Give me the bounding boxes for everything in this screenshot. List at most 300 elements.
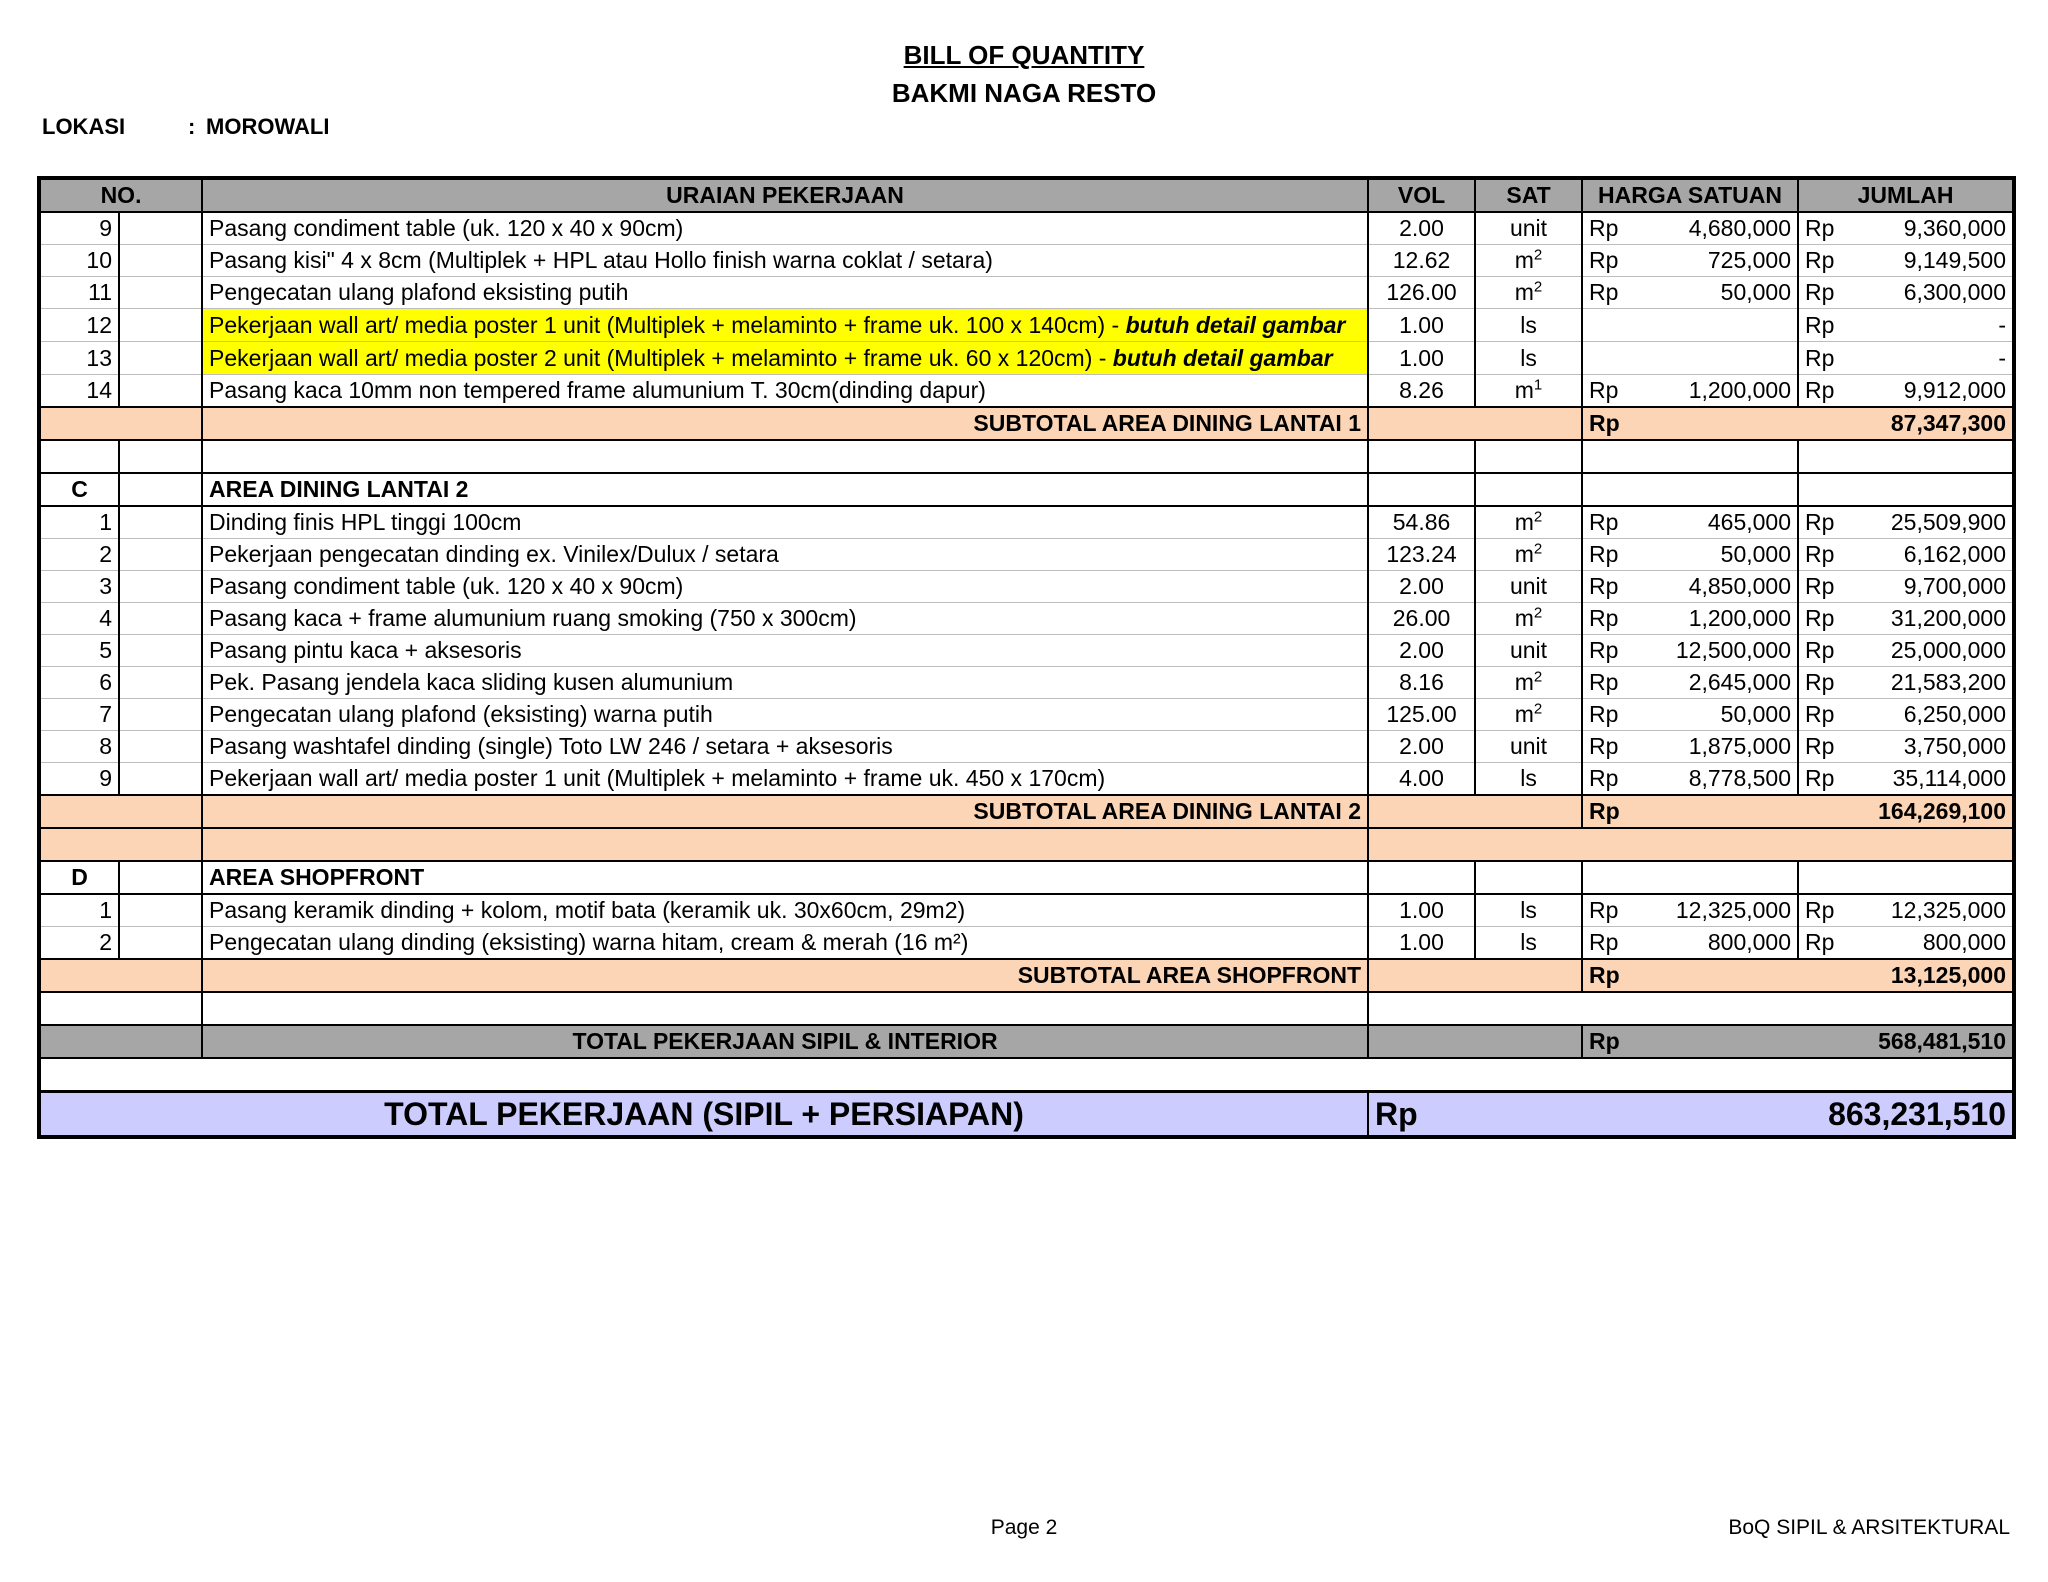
- blank-cell: [1368, 992, 2014, 1025]
- section-sub: [119, 861, 202, 894]
- item-description: Pekerjaan wall art/ media poster 1 unit (Multiplek + melaminto + frame uk. 450 x 170cm): [202, 763, 1368, 796]
- amount-value: 25,000,000: [1890, 637, 2007, 663]
- item-sub: [119, 571, 202, 603]
- item-unit-price: [1582, 309, 1798, 342]
- item-amount: [1798, 309, 2014, 342]
- amount-value: 50,000: [1720, 541, 1792, 567]
- currency-label: Rp: [1589, 215, 1619, 241]
- item-volume: 54.86: [1368, 506, 1475, 539]
- item-description: Pasang condiment table (uk. 120 x 40 x 90cm): [202, 212, 1368, 245]
- subtotal-value: [1582, 407, 2014, 440]
- unit-exponent: 2: [1533, 668, 1543, 686]
- item-unit: [1475, 667, 1582, 699]
- currency-label: Rp: [1805, 605, 1835, 631]
- amount-value: 1,200,000: [1688, 605, 1792, 631]
- location-colon: :: [188, 114, 196, 139]
- item-unit-price: [1582, 635, 1798, 667]
- item-sub: [119, 667, 202, 699]
- item-amount: [1798, 245, 2014, 277]
- blank-cell: [202, 440, 1368, 473]
- unit-exponent: 2: [1533, 700, 1543, 718]
- item-unit-price: [1582, 699, 1798, 731]
- item-amount: [1798, 667, 2014, 699]
- item-sub: [119, 539, 202, 571]
- subtotal-blank: [39, 959, 202, 992]
- subtotal-blank: [39, 407, 202, 440]
- table-body: [39, 212, 2014, 1137]
- project-name: BAKMI NAGA RESTO: [891, 78, 1157, 108]
- amount-value: 2,645,000: [1688, 669, 1792, 695]
- item-description: Pengecatan ulang plafond eksisting putih: [202, 277, 1368, 309]
- section-code: D: [39, 861, 119, 894]
- amount-value: 9,912,000: [1903, 377, 2007, 403]
- currency-label: Rp: [1805, 669, 1835, 695]
- currency-label: Rp: [1805, 279, 1835, 305]
- currency-label: Rp: [1805, 929, 1835, 955]
- unit-exponent: 2: [1533, 604, 1543, 622]
- amount-value: 725,000: [1707, 247, 1792, 273]
- section-title: AREA DINING LANTAI 2: [202, 473, 1368, 506]
- amount-value: 6,300,000: [1903, 279, 2007, 305]
- item-sub: [119, 506, 202, 539]
- item-number: 4: [39, 603, 119, 635]
- page-number: Page 2: [990, 1516, 1058, 1539]
- item-sub: [119, 763, 202, 796]
- table-row: [39, 342, 2014, 375]
- total-value: [1582, 1025, 2014, 1058]
- item-amount: [1798, 277, 2014, 309]
- location-label: LOKASI: [42, 114, 126, 139]
- subtotal-label: SUBTOTAL AREA DINING LANTAI 2: [202, 795, 1368, 828]
- item-sub: [119, 375, 202, 408]
- blank-cell: [1475, 440, 1582, 473]
- item-volume: 2.00: [1368, 635, 1475, 667]
- item-amount: [1798, 212, 2014, 245]
- section-row: [39, 861, 2014, 894]
- currency-label: Rp: [1805, 344, 1835, 371]
- subtotal-row: [39, 795, 2014, 828]
- item-sub: [119, 927, 202, 960]
- subtotal-label: SUBTOTAL AREA DINING LANTAI 1: [202, 407, 1368, 440]
- item-number: 6: [39, 667, 119, 699]
- item-volume: 123.24: [1368, 539, 1475, 571]
- unit-text: unit: [1509, 637, 1548, 663]
- unit-text: m: [1514, 377, 1534, 403]
- item-unit: [1475, 731, 1582, 763]
- item-unit-price: [1582, 375, 1798, 408]
- item-amount: [1798, 635, 2014, 667]
- amount-value: 50,000: [1720, 279, 1792, 305]
- table-row: [39, 894, 2014, 927]
- item-unit: [1475, 245, 1582, 277]
- item-volume: 12.62: [1368, 245, 1475, 277]
- total-label: TOTAL PEKERJAAN SIPIL & INTERIOR: [202, 1025, 1368, 1058]
- currency-label: Rp: [1589, 509, 1619, 535]
- item-description: Pasang kaca + frame alumunium ruang smoking (750 x 300cm): [202, 603, 1368, 635]
- item-unit: [1475, 635, 1582, 667]
- currency-label: Rp: [1589, 733, 1619, 759]
- item-amount: [1798, 927, 2014, 960]
- description-text: Pekerjaan wall art/ media poster 1 unit (Multiplek + melaminto + frame uk. 100 x 140cm) -: [209, 312, 1126, 338]
- currency-label: Rp: [1805, 247, 1835, 273]
- currency-label: Rp: [1589, 605, 1619, 631]
- blank-cell: [202, 828, 1368, 861]
- item-number: 2: [39, 539, 119, 571]
- boq-table: [37, 176, 2016, 1139]
- currency-label: Rp: [1589, 897, 1619, 923]
- table-row: [39, 635, 2014, 667]
- unit-text: unit: [1509, 733, 1548, 759]
- item-amount: [1798, 894, 2014, 927]
- item-volume: 2.00: [1368, 731, 1475, 763]
- blank-cell: [1798, 861, 2014, 894]
- item-unit-price: [1582, 667, 1798, 699]
- table-row: [39, 212, 2014, 245]
- unit-exponent: 2: [1533, 508, 1543, 526]
- amount-value: 12,325,000: [1890, 897, 2007, 923]
- col-header-sat: SAT: [1475, 178, 1582, 212]
- item-unit: ls: [1475, 309, 1582, 342]
- item-description: Pasang keramik dinding + kolom, motif bata (keramik uk. 30x60cm, 29m2): [202, 894, 1368, 927]
- table-row: [39, 763, 2014, 796]
- item-number: 3: [39, 571, 119, 603]
- item-unit: [1475, 603, 1582, 635]
- col-header-desc: URAIAN PEKERJAAN: [202, 178, 1368, 212]
- table-row: [39, 667, 2014, 699]
- item-number: 5: [39, 635, 119, 667]
- item-unit: [1475, 277, 1582, 309]
- col-header-vol: VOL: [1368, 178, 1475, 212]
- item-unit: ls: [1475, 342, 1582, 375]
- item-unit-price: [1582, 731, 1798, 763]
- item-unit-price: [1582, 894, 1798, 927]
- blank-cell: [202, 992, 1368, 1025]
- amount-value: 1,875,000: [1688, 733, 1792, 759]
- unit-text: m: [1514, 279, 1534, 305]
- table-row: [39, 571, 2014, 603]
- blank-cell: [1368, 473, 1475, 506]
- currency-label: Rp: [1805, 765, 1835, 791]
- unit-text: m: [1514, 509, 1534, 535]
- item-amount: [1798, 539, 2014, 571]
- item-volume: 2.00: [1368, 571, 1475, 603]
- currency-label: Rp: [1589, 929, 1619, 955]
- blank-cell: [39, 992, 202, 1025]
- item-volume: 2.00: [1368, 212, 1475, 245]
- item-sub: [119, 603, 202, 635]
- unit-exponent: 2: [1533, 246, 1543, 264]
- amount-value: 4,850,000: [1688, 573, 1792, 599]
- amount-value: 800,000: [1707, 929, 1792, 955]
- blank-cell: [1582, 861, 1798, 894]
- item-unit: [1475, 506, 1582, 539]
- subtotal-label: SUBTOTAL AREA SHOPFRONT: [202, 959, 1368, 992]
- subtotal-row: [39, 959, 2014, 992]
- item-description: [202, 342, 1368, 375]
- amount-value: 87,347,300: [1890, 410, 2007, 436]
- location-value: MOROWALI: [206, 114, 330, 139]
- item-description: Pasang condiment table (uk. 120 x 40 x 90cm): [202, 571, 1368, 603]
- col-header-no: NO.: [39, 178, 202, 212]
- item-description: Pasang washtafel dinding (single) Toto LW 246 / setara + aksesoris: [202, 731, 1368, 763]
- blank-cell: [39, 440, 119, 473]
- currency-label: Rp: [1805, 733, 1835, 759]
- amount-value: 568,481,510: [1878, 1028, 2007, 1054]
- unit-text: m: [1514, 605, 1534, 631]
- item-sub: [119, 277, 202, 309]
- item-volume: 1.00: [1368, 342, 1475, 375]
- item-description: Pasang kisi" 4 x 8cm (Multiplek + HPL atau Hollo finish warna coklat / setara): [202, 245, 1368, 277]
- item-sub: [119, 212, 202, 245]
- item-volume: 126.00: [1368, 277, 1475, 309]
- table-row: [39, 539, 2014, 571]
- item-number: 8: [39, 731, 119, 763]
- blank-cell: [1368, 828, 2014, 861]
- table-row: [39, 309, 2014, 342]
- item-number: 9: [39, 212, 119, 245]
- grand-total-value: [1368, 1092, 2014, 1138]
- item-sub: [119, 731, 202, 763]
- blank-cell: [39, 1058, 2014, 1092]
- amount-value: 863,231,510: [1828, 1095, 2007, 1132]
- amount-value: 21,583,200: [1890, 669, 2007, 695]
- item-volume: 4.00: [1368, 763, 1475, 796]
- item-volume: 1.00: [1368, 894, 1475, 927]
- blank-cell: [1368, 861, 1475, 894]
- item-amount: [1798, 699, 2014, 731]
- currency-label: Rp: [1589, 410, 1620, 436]
- item-description: Pengecatan ulang dinding (eksisting) warna hitam, cream & merah (16 m²): [202, 927, 1368, 960]
- item-number: 12: [39, 309, 119, 342]
- amount-value: -: [1998, 344, 2007, 371]
- blank-cell: [119, 440, 202, 473]
- currency-label: Rp: [1805, 377, 1835, 403]
- item-sub: [119, 245, 202, 277]
- item-amount: [1798, 571, 2014, 603]
- col-header-harga: HARGA SATUAN: [1582, 178, 1798, 212]
- subtotal-blank: [1368, 959, 1582, 992]
- amount-value: 4,680,000: [1688, 215, 1792, 241]
- table-row: [39, 375, 2014, 408]
- item-description: [202, 309, 1368, 342]
- table-row: [39, 277, 2014, 309]
- section-sub: [119, 473, 202, 506]
- total-blank: [1368, 1025, 1582, 1058]
- item-description: Pekerjaan pengecatan dinding ex. Vinilex/Dulux / setara: [202, 539, 1368, 571]
- currency-label: Rp: [1589, 798, 1620, 824]
- amount-value: 8,778,500: [1688, 765, 1792, 791]
- item-unit-price: [1582, 277, 1798, 309]
- subtotal-blank: [1368, 795, 1582, 828]
- item-unit: [1475, 375, 1582, 408]
- amount-value: 9,360,000: [1903, 215, 2007, 241]
- item-amount: [1798, 731, 2014, 763]
- total-row: [39, 1025, 2014, 1058]
- table-row: [39, 603, 2014, 635]
- currency-label: Rp: [1589, 765, 1619, 791]
- blank-cell: [39, 828, 202, 861]
- section-row: [39, 473, 2014, 506]
- subtotal-row: [39, 407, 2014, 440]
- currency-label: Rp: [1805, 509, 1835, 535]
- blank-row: [39, 828, 2014, 861]
- amount-value: 31,200,000: [1890, 605, 2007, 631]
- item-unit-price: [1582, 763, 1798, 796]
- currency-label: Rp: [1589, 1028, 1620, 1054]
- detail-note: butuh detail gambar: [1112, 345, 1333, 371]
- item-volume: 125.00: [1368, 699, 1475, 731]
- document-title: BILL OF QUANTITY: [903, 40, 1145, 70]
- unit-text: ls: [1520, 765, 1537, 791]
- item-unit-price: [1582, 571, 1798, 603]
- item-volume: 1.00: [1368, 927, 1475, 960]
- item-unit-price: [1582, 506, 1798, 539]
- amount-value: 50,000: [1720, 701, 1792, 727]
- item-number: 10: [39, 245, 119, 277]
- blank-cell: [1798, 440, 2014, 473]
- item-volume: 26.00: [1368, 603, 1475, 635]
- currency-label: Rp: [1805, 637, 1835, 663]
- amount-value: 25,509,900: [1890, 509, 2007, 535]
- blank-row: [39, 1058, 2014, 1092]
- amount-value: 13,125,000: [1890, 962, 2007, 988]
- blank-cell: [1368, 440, 1475, 473]
- amount-value: 35,114,000: [1892, 765, 2007, 791]
- grand-total-label: TOTAL PEKERJAAN (SIPIL + PERSIAPAN): [39, 1092, 1368, 1138]
- item-sub: [119, 342, 202, 375]
- table-row: [39, 927, 2014, 960]
- currency-label: Rp: [1589, 279, 1619, 305]
- item-unit-price: [1582, 603, 1798, 635]
- item-description: Pengecatan ulang plafond (eksisting) warna putih: [202, 699, 1368, 731]
- item-volume: 8.26: [1368, 375, 1475, 408]
- item-number: 1: [39, 506, 119, 539]
- table-row: [39, 699, 2014, 731]
- section-title: AREA SHOPFRONT: [202, 861, 1368, 894]
- amount-value: 9,149,500: [1903, 247, 2007, 273]
- item-number: 14: [39, 375, 119, 408]
- currency-label: Rp: [1589, 573, 1619, 599]
- item-amount: [1798, 506, 2014, 539]
- amount-value: 164,269,100: [1878, 798, 2007, 824]
- item-volume: 8.16: [1368, 667, 1475, 699]
- currency-label: Rp: [1805, 573, 1835, 599]
- currency-label: Rp: [1589, 247, 1619, 273]
- unit-text: ls: [1520, 929, 1537, 955]
- currency-label: Rp: [1805, 897, 1835, 923]
- currency-label: Rp: [1805, 541, 1835, 567]
- document-label: BoQ SIPIL & ARSITEKTURAL: [1728, 1516, 2010, 1539]
- amount-value: 800,000: [1922, 929, 2007, 955]
- unit-text: m: [1514, 669, 1534, 695]
- item-number: 7: [39, 699, 119, 731]
- item-sub: [119, 699, 202, 731]
- item-amount: [1798, 603, 2014, 635]
- item-description: Dinding finis HPL tinggi 100cm: [202, 506, 1368, 539]
- currency-label: Rp: [1589, 377, 1619, 403]
- currency-label: Rp: [1805, 311, 1835, 338]
- grand-total-row: [39, 1092, 2014, 1138]
- item-unit: [1475, 894, 1582, 927]
- item-unit: [1475, 571, 1582, 603]
- item-amount: [1798, 375, 2014, 408]
- amount-value: 12,500,000: [1675, 637, 1792, 663]
- amount-value: 3,750,000: [1903, 733, 2007, 759]
- amount-value: 465,000: [1707, 509, 1792, 535]
- unit-text: m: [1514, 247, 1534, 273]
- item-number: 1: [39, 894, 119, 927]
- item-unit-price: [1582, 245, 1798, 277]
- item-unit: [1475, 699, 1582, 731]
- currency-label: Rp: [1589, 962, 1620, 988]
- item-volume: 1.00: [1368, 309, 1475, 342]
- currency-label: Rp: [1589, 637, 1619, 663]
- item-unit-price: [1582, 539, 1798, 571]
- currency-label: Rp: [1589, 701, 1619, 727]
- amount-value: 12,325,000: [1675, 897, 1792, 923]
- subtotal-blank: [1368, 407, 1582, 440]
- amount-value: 1,200,000: [1688, 377, 1792, 403]
- item-unit-price: [1582, 212, 1798, 245]
- item-unit: [1475, 927, 1582, 960]
- table-row: [39, 731, 2014, 763]
- item-unit: [1475, 763, 1582, 796]
- item-number: 13: [39, 342, 119, 375]
- item-unit-price: [1582, 927, 1798, 960]
- unit-exponent: 2: [1533, 540, 1543, 558]
- subtotal-value: [1582, 959, 2014, 992]
- subtotal-value: [1582, 795, 2014, 828]
- subtotal-blank: [39, 795, 202, 828]
- item-unit: [1475, 212, 1582, 245]
- table-row: [39, 245, 2014, 277]
- table-row: [39, 506, 2014, 539]
- unit-text: unit: [1509, 215, 1548, 241]
- blank-cell: [1475, 861, 1582, 894]
- blank-cell: [1582, 440, 1798, 473]
- blank-row: [39, 992, 2014, 1025]
- total-blank: [39, 1025, 202, 1058]
- item-description: Pasang pintu kaca + aksesoris: [202, 635, 1368, 667]
- detail-note: butuh detail gambar: [1125, 312, 1346, 338]
- currency-label: Rp: [1589, 669, 1619, 695]
- amount-value: 6,162,000: [1903, 541, 2007, 567]
- item-amount: [1798, 763, 2014, 796]
- item-sub: [119, 894, 202, 927]
- currency-label: Rp: [1805, 701, 1835, 727]
- currency-label: Rp: [1589, 541, 1619, 567]
- item-description: Pek. Pasang jendela kaca sliding kusen alumunium: [202, 667, 1368, 699]
- item-amount: [1798, 342, 2014, 375]
- item-number: 11: [39, 277, 119, 309]
- amount-value: -: [1998, 311, 2007, 338]
- unit-exponent: 2: [1533, 278, 1543, 296]
- amount-value: 9,700,000: [1903, 573, 2007, 599]
- unit-text: m: [1514, 701, 1534, 727]
- unit-text: ls: [1520, 897, 1537, 923]
- blank-cell: [1582, 473, 1798, 506]
- col-header-jumlah: JUMLAH: [1798, 178, 2014, 212]
- item-description: Pasang kaca 10mm non tempered frame alumunium T. 30cm(dinding dapur): [202, 375, 1368, 408]
- currency-label: Rp: [1805, 215, 1835, 241]
- item-sub: [119, 635, 202, 667]
- unit-exponent: 1: [1533, 376, 1543, 394]
- item-unit-price: [1582, 342, 1798, 375]
- blank-cell: [1475, 473, 1582, 506]
- item-unit: [1475, 539, 1582, 571]
- unit-text: unit: [1509, 573, 1548, 599]
- item-sub: [119, 309, 202, 342]
